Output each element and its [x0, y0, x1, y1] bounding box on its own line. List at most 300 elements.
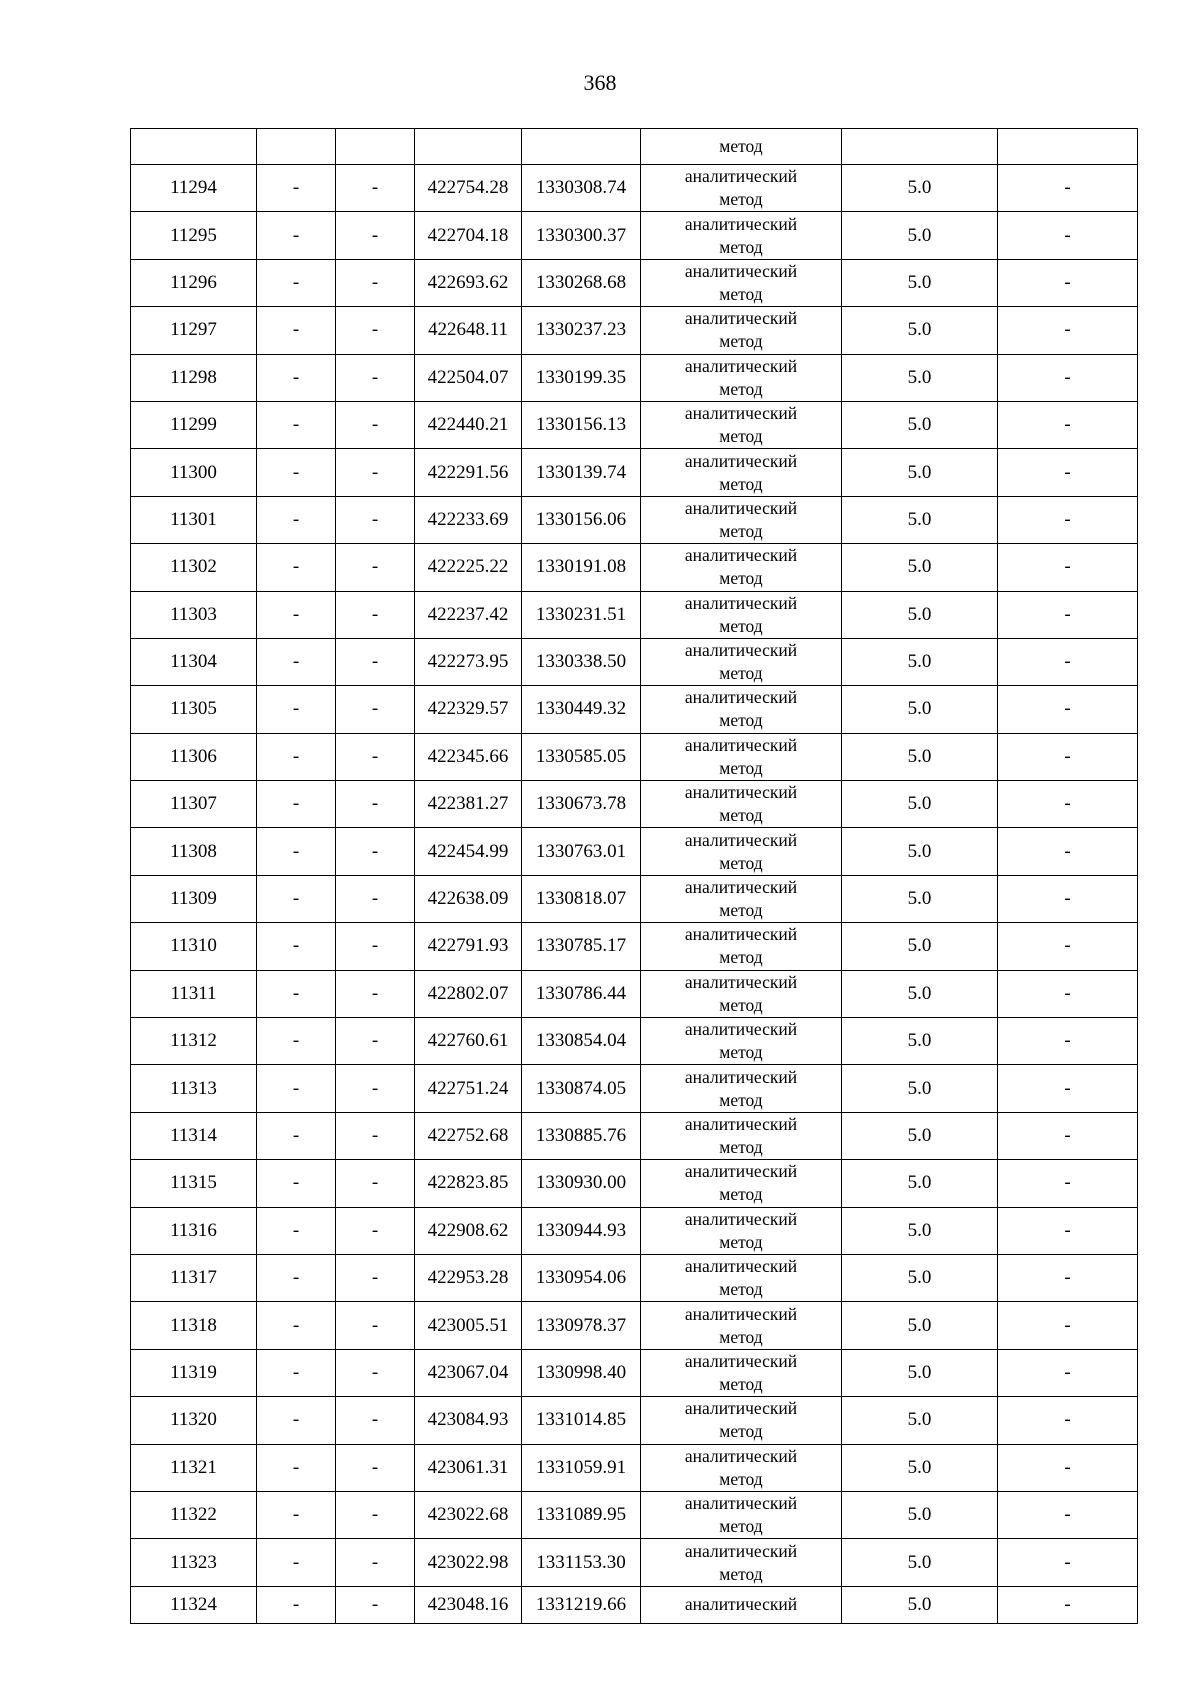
y-coordinate-cell: 1330300.37 [522, 212, 641, 259]
dash-cell: - [998, 1018, 1138, 1065]
dash-cell: - [257, 781, 336, 828]
method-cell [641, 733, 842, 780]
method-cell [641, 970, 842, 1017]
table-row [131, 686, 1138, 733]
x-coordinate-cell: 422908.62 [415, 1207, 522, 1254]
dash-cell: - [998, 828, 1138, 875]
point-id-cell: 11304 [131, 638, 257, 685]
table-row [131, 923, 1138, 970]
accuracy-cell: 5.0 [842, 591, 998, 638]
table-row [131, 1397, 1138, 1444]
x-coordinate-cell: 423061.31 [415, 1444, 522, 1491]
method-text: метод [719, 1231, 763, 1252]
method-text: аналитический [684, 782, 798, 803]
dash-cell: - [336, 686, 415, 733]
method-cell [641, 1491, 842, 1538]
method-cell [641, 1539, 842, 1586]
method-cell [641, 923, 842, 970]
method-text: метод [719, 900, 763, 921]
method-text: аналитический [684, 355, 798, 376]
point-id-cell: 11312 [131, 1018, 257, 1065]
dash-cell: - [257, 1160, 336, 1207]
dash-cell: - [257, 259, 336, 306]
accuracy-cell: 5.0 [842, 212, 998, 259]
method-text: метод [719, 1326, 763, 1347]
method-text: метод [719, 1373, 763, 1394]
y-coordinate-cell: 1330998.40 [522, 1349, 641, 1396]
dash-cell: - [336, 1065, 415, 1112]
method-text: аналитический [684, 1350, 798, 1371]
accuracy-cell: 5.0 [842, 1586, 998, 1623]
method-text: метод [719, 615, 763, 636]
point-id-cell: 11296 [131, 259, 257, 306]
accuracy-cell: 5.0 [842, 1491, 998, 1538]
x-coordinate-cell: 422440.21 [415, 401, 522, 448]
dash-cell: - [998, 307, 1138, 354]
method-text: метод [719, 568, 763, 589]
method-text: метод [719, 1089, 763, 1110]
empty-cell [336, 129, 415, 165]
y-coordinate-cell: 1330585.05 [522, 733, 641, 780]
dash-cell: - [998, 1397, 1138, 1444]
accuracy-cell: 5.0 [842, 1207, 998, 1254]
accuracy-cell: 5.0 [842, 1160, 998, 1207]
method-cell [641, 875, 842, 922]
accuracy-cell [842, 129, 998, 165]
dash-cell: - [998, 591, 1138, 638]
point-id-cell: 11324 [131, 1586, 257, 1623]
x-coordinate-cell: 423022.98 [415, 1539, 522, 1586]
dash-cell: - [336, 1586, 415, 1623]
dash-cell: - [336, 1112, 415, 1159]
x-coordinate-cell: 422751.24 [415, 1065, 522, 1112]
accuracy-cell: 5.0 [842, 496, 998, 543]
method-cell [641, 307, 842, 354]
table-row [131, 875, 1138, 922]
method-text: метод [719, 283, 763, 304]
method-text: метод [719, 710, 763, 731]
dash-cell: - [336, 544, 415, 591]
table-row [131, 1254, 1138, 1301]
dash-cell: - [998, 212, 1138, 259]
dash-cell: - [257, 1018, 336, 1065]
dash-cell: - [336, 1302, 415, 1349]
method-text: аналитический [684, 1066, 798, 1087]
method-text: аналитический [684, 403, 798, 424]
method-text: аналитический [684, 1161, 798, 1182]
method-text: метод [719, 663, 763, 684]
dash-cell: - [998, 401, 1138, 448]
y-coordinate-cell: 1330338.50 [522, 638, 641, 685]
method-cell [641, 1444, 842, 1491]
dash-cell: - [336, 828, 415, 875]
point-id-cell: 11318 [131, 1302, 257, 1349]
y-coordinate-cell: 1331153.30 [522, 1539, 641, 1586]
accuracy-cell: 5.0 [842, 1254, 998, 1301]
point-id-cell: 11307 [131, 781, 257, 828]
point-id-cell: 11321 [131, 1444, 257, 1491]
method-cell [641, 449, 842, 496]
method-cell [641, 638, 842, 685]
dash-cell: - [257, 1254, 336, 1301]
method-cell [641, 591, 842, 638]
table-row [131, 354, 1138, 401]
method-cell [641, 544, 842, 591]
dash-cell: - [257, 1302, 336, 1349]
accuracy-cell: 5.0 [842, 875, 998, 922]
table-row [131, 591, 1138, 638]
dash-cell: - [998, 733, 1138, 780]
table-row [131, 1586, 1138, 1623]
method-text: аналитический [684, 1303, 798, 1324]
method-cell [641, 165, 842, 212]
dash-cell: - [998, 544, 1138, 591]
accuracy-cell: 5.0 [842, 970, 998, 1017]
dash-cell: - [998, 165, 1138, 212]
point-id-cell: 11311 [131, 970, 257, 1017]
dash-cell: - [998, 1586, 1138, 1623]
x-coordinate-cell: 422233.69 [415, 496, 522, 543]
dash-cell: - [257, 1112, 336, 1159]
dash-cell: - [257, 828, 336, 875]
dash-cell: - [257, 1397, 336, 1444]
method-text: аналитический [684, 1019, 798, 1040]
x-coordinate-cell: 422648.11 [415, 307, 522, 354]
dash-cell: - [257, 1349, 336, 1396]
y-coordinate-cell: 1330191.08 [522, 544, 641, 591]
table-row [131, 1444, 1138, 1491]
method-text: аналитический [684, 1398, 798, 1419]
point-id-cell: 11295 [131, 212, 257, 259]
dash-cell: - [257, 1539, 336, 1586]
x-coordinate-cell: 422693.62 [415, 259, 522, 306]
x-coordinate-cell: 422237.42 [415, 591, 522, 638]
coordinates-table [130, 128, 1138, 1624]
dash-cell: - [336, 1018, 415, 1065]
dash-cell: - [998, 686, 1138, 733]
table-row [131, 307, 1138, 354]
point-id-cell: 11303 [131, 591, 257, 638]
accuracy-cell: 5.0 [842, 1349, 998, 1396]
method-cell [641, 1397, 842, 1444]
dash-cell: - [257, 875, 336, 922]
point-id-cell: 11306 [131, 733, 257, 780]
accuracy-cell: 5.0 [842, 449, 998, 496]
accuracy-cell: 5.0 [842, 401, 998, 448]
dash-cell: - [336, 259, 415, 306]
table-row [131, 1302, 1138, 1349]
point-id-cell: 11317 [131, 1254, 257, 1301]
table-row [131, 1112, 1138, 1159]
method-text: метод [719, 378, 763, 399]
y-coordinate-cell: 1331014.85 [522, 1397, 641, 1444]
dash-cell: - [998, 496, 1138, 543]
x-coordinate-cell: 422273.95 [415, 638, 522, 685]
method-text: метод [719, 805, 763, 826]
table-row [131, 449, 1138, 496]
method-text: метод [719, 947, 763, 968]
dash-cell: - [336, 1491, 415, 1538]
method-cell [641, 1207, 842, 1254]
method-text: метод [719, 1421, 763, 1442]
dash-cell: - [257, 212, 336, 259]
x-coordinate-cell: 422823.85 [415, 1160, 522, 1207]
dash-cell: - [336, 496, 415, 543]
y-coordinate-cell: 1330954.06 [522, 1254, 641, 1301]
method-text: метод [719, 1184, 763, 1205]
method-text: метод [719, 757, 763, 778]
accuracy-cell: 5.0 [842, 1112, 998, 1159]
method-text: аналитический [684, 829, 798, 850]
y-coordinate-cell: 1330139.74 [522, 449, 641, 496]
empty-cell [998, 129, 1138, 165]
y-coordinate-cell: 1330978.37 [522, 1302, 641, 1349]
y-coordinate-cell: 1331059.91 [522, 1444, 641, 1491]
method-text: метод [719, 852, 763, 873]
table-row [131, 1207, 1138, 1254]
table-row [131, 970, 1138, 1017]
dash-cell: - [998, 875, 1138, 922]
method-cell [641, 1160, 842, 1207]
dash-cell: - [998, 638, 1138, 685]
method-text: метод [719, 1137, 763, 1157]
dash-cell: - [998, 1491, 1138, 1538]
dash-cell: - [998, 1207, 1138, 1254]
method-text: метод [719, 1468, 763, 1489]
point-id-cell [131, 129, 257, 165]
x-coordinate-cell: 423084.93 [415, 1397, 522, 1444]
table-row [131, 1065, 1138, 1112]
table-row [131, 1539, 1138, 1586]
method-text: аналитический [684, 971, 798, 992]
table-row [131, 165, 1138, 212]
method-cell [641, 1065, 842, 1112]
dash-cell: - [336, 449, 415, 496]
dash-cell: - [257, 591, 336, 638]
table-row [131, 1491, 1138, 1538]
method-text: аналитический [684, 640, 798, 661]
accuracy-cell: 5.0 [842, 165, 998, 212]
point-id-cell: 11315 [131, 1160, 257, 1207]
method-text: аналитический [684, 1445, 798, 1466]
y-coordinate-cell: 1330930.00 [522, 1160, 641, 1207]
method-text: аналитический [684, 1256, 798, 1277]
accuracy-cell: 5.0 [842, 1018, 998, 1065]
method-text: аналитический [684, 924, 798, 945]
dash-cell: - [257, 733, 336, 780]
accuracy-cell: 5.0 [842, 259, 998, 306]
x-coordinate-cell: 423048.16 [415, 1586, 522, 1623]
x-coordinate-cell: 422754.28 [415, 165, 522, 212]
table-row [131, 544, 1138, 591]
y-coordinate-cell: 1330231.51 [522, 591, 641, 638]
method-text: метод [719, 1563, 763, 1584]
dash-cell: - [336, 1160, 415, 1207]
method-text: метод [719, 1042, 763, 1063]
dash-cell: - [257, 686, 336, 733]
dash-cell: - [998, 1065, 1138, 1112]
method-text: аналитический [684, 1594, 798, 1615]
method-text: аналитический [684, 260, 798, 281]
table-row [131, 781, 1138, 828]
dash-cell: - [257, 307, 336, 354]
point-id-cell: 11294 [131, 165, 257, 212]
dash-cell: - [998, 1444, 1138, 1491]
method-cell [641, 781, 842, 828]
x-coordinate-cell [415, 129, 522, 165]
point-id-cell: 11314 [131, 1112, 257, 1159]
method-cell [641, 354, 842, 401]
method-text: метод [719, 520, 763, 541]
method-text: аналитический [684, 450, 798, 471]
method-cell [641, 401, 842, 448]
dash-cell: - [336, 875, 415, 922]
method-text: аналитический [684, 166, 798, 187]
y-coordinate-cell: 1331089.95 [522, 1491, 641, 1538]
method-text: аналитический [684, 545, 798, 566]
point-id-cell: 11302 [131, 544, 257, 591]
dash-cell: - [257, 1207, 336, 1254]
dash-cell: - [998, 1112, 1138, 1159]
dash-cell: - [998, 1302, 1138, 1349]
point-id-cell: 11313 [131, 1065, 257, 1112]
x-coordinate-cell: 422704.18 [415, 212, 522, 259]
dash-cell: - [336, 638, 415, 685]
x-coordinate-cell: 423005.51 [415, 1302, 522, 1349]
dash-cell: - [998, 970, 1138, 1017]
method-cell [641, 1254, 842, 1301]
table-row [131, 828, 1138, 875]
accuracy-cell: 5.0 [842, 1397, 998, 1444]
dash-cell: - [257, 1491, 336, 1538]
method-cell [641, 1112, 842, 1159]
point-id-cell: 11308 [131, 828, 257, 875]
table-row [131, 259, 1138, 306]
dash-cell: - [257, 923, 336, 970]
table-row [131, 1160, 1138, 1207]
x-coordinate-cell: 422345.66 [415, 733, 522, 780]
method-text: аналитический [684, 213, 798, 234]
method-cell [641, 496, 842, 543]
dash-cell: - [998, 259, 1138, 306]
point-id-cell: 11319 [131, 1349, 257, 1396]
method-cell [641, 259, 842, 306]
dash-cell: - [998, 1160, 1138, 1207]
method-text: аналитический [684, 1540, 798, 1561]
method-cell [641, 129, 842, 165]
y-coordinate-cell: 1330156.13 [522, 401, 641, 448]
point-id-cell: 11297 [131, 307, 257, 354]
dash-cell: - [336, 401, 415, 448]
method-text: метод [719, 331, 763, 352]
y-coordinate-cell: 1330763.01 [522, 828, 641, 875]
method-text: метод [719, 426, 763, 447]
method-text: метод [719, 1516, 763, 1537]
dash-cell: - [336, 165, 415, 212]
table-row [131, 733, 1138, 780]
accuracy-cell: 5.0 [842, 638, 998, 685]
x-coordinate-cell: 423022.68 [415, 1491, 522, 1538]
accuracy-cell: 5.0 [842, 544, 998, 591]
dash-cell: - [257, 354, 336, 401]
dash-cell: - [998, 923, 1138, 970]
table-row [131, 496, 1138, 543]
point-id-cell: 11299 [131, 401, 257, 448]
method-text: аналитический [684, 877, 798, 898]
y-coordinate-cell: 1330885.76 [522, 1112, 641, 1159]
table-row [131, 212, 1138, 259]
method-text: аналитический [684, 592, 798, 613]
method-cell [641, 1302, 842, 1349]
x-coordinate-cell: 422225.22 [415, 544, 522, 591]
method-text: метод [719, 236, 763, 257]
point-id-cell: 11316 [131, 1207, 257, 1254]
table-row [131, 638, 1138, 685]
x-coordinate-cell: 422329.57 [415, 686, 522, 733]
page-number: 368 [583, 70, 617, 95]
dash-cell: - [257, 165, 336, 212]
dash-cell: - [257, 449, 336, 496]
dash-cell: - [257, 496, 336, 543]
dash-cell: - [336, 354, 415, 401]
y-coordinate-cell: 1330854.04 [522, 1018, 641, 1065]
y-coordinate-cell: 1330944.93 [522, 1207, 641, 1254]
point-id-cell: 11323 [131, 1539, 257, 1586]
dash-cell: - [257, 970, 336, 1017]
accuracy-cell: 5.0 [842, 354, 998, 401]
accuracy-cell: 5.0 [842, 1302, 998, 1349]
y-coordinate-cell [522, 129, 641, 165]
method-cell [641, 212, 842, 259]
method-text: метод [719, 189, 763, 210]
dash-cell: - [336, 591, 415, 638]
dash-cell: - [998, 1349, 1138, 1396]
dash-cell: - [257, 544, 336, 591]
x-coordinate-cell: 422791.93 [415, 923, 522, 970]
point-id-cell: 11305 [131, 686, 257, 733]
dash-cell: - [257, 1586, 336, 1623]
x-coordinate-cell: 423067.04 [415, 1349, 522, 1396]
point-id-cell: 11320 [131, 1397, 257, 1444]
method-cell [641, 828, 842, 875]
method-text: аналитический [684, 308, 798, 329]
dash-cell: - [257, 1065, 336, 1112]
method-text: аналитический [684, 1114, 798, 1134]
accuracy-cell: 5.0 [842, 686, 998, 733]
y-coordinate-cell: 1330308.74 [522, 165, 641, 212]
method-text: аналитический [684, 1208, 798, 1229]
x-coordinate-cell: 422953.28 [415, 1254, 522, 1301]
y-coordinate-cell: 1330237.23 [522, 307, 641, 354]
dash-cell: - [998, 1254, 1138, 1301]
table-row [131, 401, 1138, 448]
dash-cell: - [336, 1349, 415, 1396]
method-cell [641, 1018, 842, 1065]
dash-cell: - [257, 638, 336, 685]
x-coordinate-cell: 422802.07 [415, 970, 522, 1017]
y-coordinate-cell: 1330786.44 [522, 970, 641, 1017]
x-coordinate-cell: 422760.61 [415, 1018, 522, 1065]
y-coordinate-cell: 1330874.05 [522, 1065, 641, 1112]
point-id-cell: 11309 [131, 875, 257, 922]
method-text: метод [719, 136, 763, 156]
dash-cell: - [336, 781, 415, 828]
table-row [131, 1018, 1138, 1065]
accuracy-cell: 5.0 [842, 307, 998, 354]
method-cell [641, 1349, 842, 1396]
accuracy-cell: 5.0 [842, 923, 998, 970]
method-cell [641, 686, 842, 733]
